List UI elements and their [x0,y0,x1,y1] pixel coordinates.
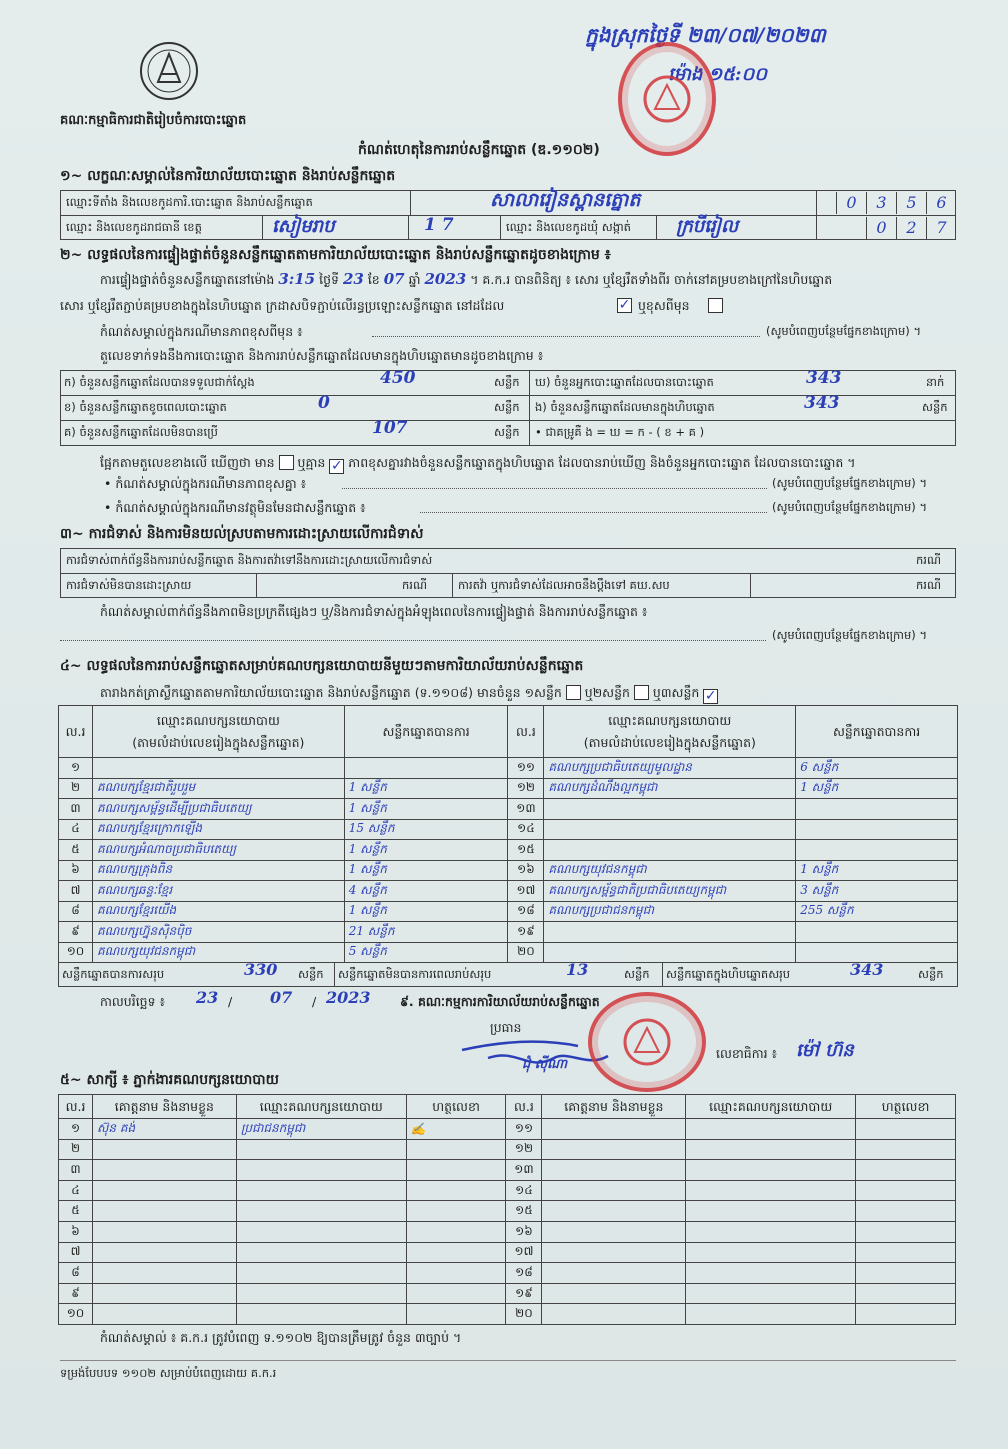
official-stamp-icon [618,42,716,156]
party-votes: 255 សន្លឹក [796,901,958,922]
different-label: ឬខុសពីមុន [638,298,690,313]
no-diff-checkbox[interactable]: ✓ [330,458,343,474]
date-label: កាលបរិច្ឆេទ ៖ [100,994,166,1009]
party-votes [796,922,958,943]
party-name [544,840,796,861]
witness-signature [406,1201,506,1222]
row-number: ១ [59,1119,93,1140]
total-invalid-label: សន្លឹកឆ្នោតមិនបានការពេលរាប់សរុប [338,967,492,981]
total-box-label: សន្លឹកឆ្នោតក្នុងហិបឆ្នោតសរុប [666,967,791,981]
objection-row2b: ការតវ៉ា ឬការជំទាស់ដែលអាចនឹងប្តឹងទៅ គឃ.សប [458,578,670,592]
count-row-value: 450 [380,368,416,388]
province-name: សៀមរាប [272,216,335,237]
section2-intro: ការផ្ទៀងផ្ទាត់ចំនួនសន្លឹកឆ្នោតនៅម៉ោង 3:15 ថ្ងៃទី 23 ខែ 07 ឆ្នាំ 2023 ។ គ.ក.រ បានពិនិត្យ ៖ សោរ ឬខ្សែរឹតទាំងពីរ ចាក់នៅគម្របខាងក្រៅនៃហិបឆ្នោត [100,270,833,288]
party-results-table [58,705,958,963]
party-name [544,922,796,943]
chair-name: ជុំ ស៊ីណា [522,1057,568,1072]
row-number: ១៧ [508,881,544,902]
section4-intro: តារាងកត់ត្រាស្លឹកឆ្នោតតាមការិយាល័យបោះឆ្នោត និងរាប់សន្លឹកឆ្នោត (ទ.១១០៨) មានចំនួន ១សន្លឹក ឬ២សន្លឹក ឬ៣សន្លឹក ✓ [100,685,717,704]
top-handwritten-time: ម៉ោង ១៥:០០ [668,64,768,85]
party-name: គណបក្សយុវជនកម្ពុជា [92,942,344,963]
row-number: ៦ [59,860,93,881]
witness-signature [406,1304,506,1325]
row-number: ១២ [506,1139,542,1160]
section1-row2-label1: ឈ្មោះ និងលេខកូដរាជធានី ខេត្ត [66,220,202,234]
party-votes: 1 សន្លឹក [344,799,508,820]
party-name: គណបក្សខ្មែរក្រោកឡើង [92,819,344,840]
count-row-label: ខ) ចំនួនសន្លឹកឆ្នោតខូចពេលបោះឆ្នោត [64,400,227,414]
row-number: ១០ [59,942,93,963]
col-party: ឈ្មោះគណបក្សនយោបាយ (តាមលំដាប់លេខរៀងក្នុងសន្លឹកឆ្នោត) [92,706,344,758]
row-number: ១២ [508,778,544,799]
row-number: ២ [59,1139,93,1160]
same-checkbox[interactable]: ✓ [618,297,631,313]
party-votes: 1 សន្លឹក [344,860,508,881]
row-number: ១៨ [506,1263,542,1284]
witness-name [542,1180,686,1201]
has-diff-checkbox[interactable] [279,455,294,470]
witness-name [92,1160,236,1181]
witness-name [542,1242,686,1263]
table-row [59,758,958,779]
col-no: ល.រ [59,706,93,758]
witness-party [686,1139,856,1160]
section2-note1-suffix: (សូមបំពេញបន្ថែមផ្នែកខាងក្រោម) ។ [766,324,922,338]
section2-title: ២~ លទ្ធផលនៃការផ្ទៀងផ្ទាត់ចំនួនសន្លឹកឆ្នោតតាមការិយាល័យបោះឆ្នោត និងរាប់សន្លឹកឆ្នោតដូចខាងក្រោម ៖ [60,247,611,263]
party-votes: 1 សន្លឹក [344,901,508,922]
party-name: គណបក្សឆន្ទៈខ្មែរ [92,881,344,902]
table-row [59,1139,956,1160]
table-row [59,1221,956,1242]
document-title: កំណត់ហេតុនៃការរាប់សន្លឹកឆ្នោត (ឌ.១១០២) [358,142,600,158]
row-number: ១៤ [508,819,544,840]
witness-signature [856,1221,956,1242]
footnote: កំណត់សម្គាល់ ៖ គ.ក.រ ត្រូវបំពេញ ទ.១១០២ ឱ្យបានត្រឹមត្រូវ ចំនួន ៣ច្បាប់ ។ [100,1330,462,1345]
witness-party [686,1221,856,1242]
col-party: ឈ្មោះគណបក្សនយោបាយ (តាមលំដាប់លេខរៀងក្នុងសន្លឹកឆ្នោត) [544,706,796,758]
table-row [59,840,958,861]
table-row [59,1304,956,1325]
section5-title: ៥~ សាក្សី ៖ ភ្នាក់ងារគណបក្សនយោបាយ [60,1072,279,1088]
party-votes: 21 សន្លឹក [344,922,508,943]
party-name: គណបក្សប្រជាជនកម្ពុជា [544,901,796,922]
table-row [59,922,958,943]
objection-row1-unit: ករណី [916,553,941,567]
witness-signature [406,1221,506,1242]
party-name: គណបក្សសម្ព័ន្ធជាតិប្រជាធិបតេយ្យកម្ពុជា [544,881,796,902]
top-handwritten-note: ក្នុងស្រុកថ្ងៃទី ២៣/០៧/២០២៣ [585,23,826,47]
form-note: ទម្រង់បែបបទ ១១០២ សម្រាប់បំពេញដោយ គ.ក.រ [60,1366,277,1380]
witness-signature [856,1304,956,1325]
row-number: ១៦ [506,1221,542,1242]
section1-row2-label2: ឈ្មោះ និងលេខកូដឃុំ សង្កាត់ [506,220,631,234]
date-year: 2023 [326,988,371,1007]
witness-party [236,1283,406,1304]
count-row-unit: សន្លឹក [494,375,520,389]
count-row-unit-right: នាក់ [926,375,945,389]
date-sep: / [312,994,317,1009]
row-number: ២ [59,778,93,799]
one-sheet-checkbox[interactable] [566,685,581,700]
party-name [544,799,796,820]
date-month: 07 [270,988,293,1007]
witness-signature [406,1180,506,1201]
party-name [544,819,796,840]
col-votes: សន្លឹកឆ្នោតបានការ [344,706,508,758]
polling-station-name: សាលារៀនស្ពានត្នោត [490,189,641,211]
witness-signature [406,1263,506,1284]
witness-signature [406,1139,506,1160]
witness-party [686,1180,856,1201]
table-row [59,901,958,922]
party-name [92,758,344,779]
row-number: ៨ [59,901,93,922]
count-row-unit-right: សន្លឹក [922,400,948,414]
station-code-digit: 6 [926,192,956,214]
row-number: ១ [59,758,93,779]
party-votes [796,819,958,840]
bullet-suffix: (សូមបំពេញបន្ថែមផ្នែកខាងក្រោម) ។ [772,476,928,490]
row-number: ៧ [59,1242,93,1263]
commune-name: ក្របីរៀល [676,216,739,237]
commune-code-digit: 2 [896,217,926,239]
bullet-note-diff: • កំណត់សម្គាល់ក្នុងករណីមានភាពខុសគ្នា ៖ [104,476,307,491]
row-number: ១១ [508,758,544,779]
row-number: ១០ [59,1304,93,1325]
witness-party [236,1304,406,1325]
table-row [59,1160,956,1181]
section2-note2: តួលេខទាក់ទងនឹងការបោះឆ្នោត និងការរាប់សន្លឹកឆ្នោតដែលមានក្នុងហិបឆ្នោតមានដូចខាងក្រោម ៖ [100,348,544,363]
section2-intro-line2: សោរ ឬខ្សែរឹតភ្ជាប់គម្របខាងក្នុងនៃហិបឆ្នោត ក្រដាសបិទភ្ជាប់លើរន្ធប្រឡោះសន្លឹកឆ្នោត នៅដដែល [60,298,505,313]
col-no: ល.រ [59,1095,93,1119]
total-unit: សន្លឹក [624,967,650,981]
witness-signature [856,1201,956,1222]
witness-name [542,1201,686,1222]
count-row-label: ក) ចំនួនសន្លឹកឆ្នោតដែលបានទទួលជាក់ស្តែង [64,375,255,389]
witness-table [58,1094,956,1325]
total-valid-value: 330 [244,960,278,979]
section3-title: ៣~ ការជំទាស់ និងការមិនយល់ស្របតាមការដោះស្រាយលើការជំទាស់ [60,526,424,542]
table-row [59,1119,956,1140]
row-number: ៥ [59,840,93,861]
date-day: 23 [196,988,219,1007]
station-code-digit: 3 [866,192,896,214]
count-time: 3:15 [278,270,316,288]
witness-party [686,1160,856,1181]
count-year: 2023 [424,270,467,288]
witness-party [236,1180,406,1201]
total-box-value: 343 [850,960,884,979]
witness-signature [406,1283,506,1304]
table-row [59,881,958,902]
objection-row2a-unit: ករណី [402,578,427,592]
witness-party [236,1263,406,1284]
party-name: គណបក្សប្រជាធិបតេយ្យមូលដ្ឋាន [544,758,796,779]
three-sheet-checkbox[interactable]: ✓ [704,688,717,704]
row-number: ៤ [59,819,93,840]
witness-name [542,1160,686,1181]
secretary-label: លេខាធិការ ៖ [716,1046,778,1061]
party-votes: 6 សន្លឹក [796,758,958,779]
party-votes: 1 សន្លឹក [344,840,508,861]
witness-signature [856,1263,956,1284]
witness-name [92,1180,236,1201]
section1-row1-label: ឈ្មោះទីតាំង និងលេខកូដការិ.បោះឆ្នោត និងរាប់សន្លឹកឆ្នោត [66,195,313,209]
compare-line: ផ្អែកតាមតួលេខខាងលើ ឃើញថា មាន ឬគ្មាន ✓ ភាពខុសគ្នារវាងចំនួនសន្លឹកឆ្នោតក្នុងហិបឆ្នោត ដែលបានរាប់ឃើញ និងចំនួនអ្នកបោះឆ្នោត ដែលបានបោះឆ្នោត ។ [100,455,856,474]
party-votes: 1 សន្លឹក [796,860,958,881]
party-votes [796,840,958,861]
row-number: ១៣ [506,1160,542,1181]
witness-party [686,1242,856,1263]
col-name: គោត្តនាម និងនាមខ្លួន [92,1095,236,1119]
party-votes: 15 សន្លឹក [344,819,508,840]
witness-name [542,1139,686,1160]
witness-party [236,1221,406,1242]
two-sheet-checkbox[interactable] [634,685,649,700]
party-name: គណបក្សខ្មែរយើង [92,901,344,922]
witness-name [542,1304,686,1325]
witness-name [542,1221,686,1242]
party-votes [344,758,508,779]
row-number: ៧ [59,881,93,902]
witness-signature [856,1180,956,1201]
row-number: ១៩ [508,922,544,943]
witness-party [686,1119,856,1140]
count-row-value: 0 [318,393,330,413]
row-number: ១១ [506,1119,542,1140]
count-row-value-right: 343 [806,368,842,388]
bullet-note-object: • កំណត់សម្គាល់ក្នុងករណីមានវត្ថុមិនមែនជាសន្លឹកឆ្នោត ៖ [104,500,366,515]
row-number: ៣ [59,799,93,820]
witness-signature: ✍ [406,1119,506,1140]
party-name: គណបក្សដំណឹងល្អកម្ពុជា [544,778,796,799]
witness-party [686,1201,856,1222]
count-row-unit: សន្លឹក [494,425,520,439]
col-party: ឈ្មោះគណបក្សនយោបាយ [686,1095,856,1119]
table-row [59,1283,956,1304]
objection-row1: ការជំទាស់ពាក់ព័ន្ធនឹងការរាប់សន្លឹកឆ្នោត និងការតវ៉ាទៅនឹងការដោះស្រាយលើការជំទាស់ [66,553,433,567]
party-votes: 1 សន្លឹក [344,778,508,799]
org-name: គណៈកម្មាធិការជាតិរៀបចំការបោះឆ្នោត [60,113,247,128]
witness-party: ប្រជាជនកម្ពុជា [236,1119,406,1140]
table-row [59,799,958,820]
table-row [59,860,958,881]
table-row [59,1263,956,1284]
total-unit: សន្លឹក [918,967,944,981]
col-votes: សន្លឹកឆ្នោតបានការ [796,706,958,758]
province-code: 1 7 [424,215,454,235]
witness-name [92,1139,236,1160]
section3-note-suffix: (សូមបំពេញបន្ថែមផ្នែកខាងក្រោម) ។ [772,628,928,642]
witness-signature [856,1119,956,1140]
totals-row [58,962,958,987]
witness-name [92,1242,236,1263]
col-sign: ហត្ថលេខា [406,1095,506,1119]
witness-signature [856,1160,956,1181]
count-day: 23 [342,270,364,288]
objection-row2a: ការជំទាស់មិនបានដោះស្រាយ [66,578,192,592]
row-number: ២០ [506,1304,542,1325]
row-number: ២០ [508,942,544,963]
row-number: ១៤ [506,1180,542,1201]
witness-party [236,1160,406,1181]
formula-note: • ជាគម្រូគឺ ង = ឃ = ក - ( ខ + គ ) [535,425,705,439]
witness-party [686,1304,856,1325]
witness-party [236,1139,406,1160]
committee-label: ៩. គណៈកម្មការការិយាល័យរាប់សន្លឹកឆ្នោត [400,994,600,1009]
col-no: ល.រ [506,1095,542,1119]
row-number: ១៥ [508,840,544,861]
objection-row2b-unit: ករណី [916,578,941,592]
row-number: ៨ [59,1263,93,1284]
row-number: ៤ [59,1180,93,1201]
section4-title: ៤~ លទ្ធផលនៃការរាប់សន្លឹកឆ្នោតសម្រាប់គណបក្សនយោបាយនីមួយៗតាមការិយាល័យរាប់សន្លឹកឆ្នោត [60,658,584,674]
row-number: ៦ [59,1221,93,1242]
count-row-value-right: 343 [804,393,840,413]
col-no: ល.រ [508,706,544,758]
table-row [59,819,958,840]
secretary-name: ម៉ៅ ហ៊ន [796,1040,854,1061]
date-sep: / [228,994,233,1009]
total-valid-label: សន្លឹកឆ្នោតបានការសរុប [62,967,165,981]
chair-label: ប្រធាន [490,1020,522,1035]
row-number: ៣ [59,1160,93,1181]
witness-name [542,1263,686,1284]
witness-signature [406,1160,506,1181]
committee-stamp-icon [588,992,706,1092]
row-number: ៩ [59,922,93,943]
party-name: គណបក្សហ្វ៊ុនស៊ិនប៉ិច [92,922,344,943]
witness-name [92,1283,236,1304]
witness-name [92,1201,236,1222]
commune-code-digit: 7 [926,217,956,239]
witness-signature [406,1242,506,1263]
count-row-unit: សន្លឹក [494,400,520,414]
party-name: គណបក្សសម្ព័ន្ធដើម្បីប្រជាធិបតេយ្យ [92,799,344,820]
row-number: ៩ [59,1283,93,1304]
table-row [59,1242,956,1263]
row-number: ១៧ [506,1242,542,1263]
section3-note: កំណត់សម្គាល់ពាក់ព័ន្ធនឹងភាពមិនប្រក្រតីផ្សេងៗ ឬ/និងការជំទាស់ក្នុងអំឡុងពេលនៃការផ្ទៀងផ្ទាត់ និងការរាប់សន្លឹកឆ្នោត ៖ [100,604,648,619]
col-name: គោត្តនាម និងនាមខ្លួន [542,1095,686,1119]
witness-signature [856,1139,956,1160]
table-row [59,1180,956,1201]
count-row-label-right: ង) ចំនួនសន្លឹកឆ្នោតដែលមានក្នុងហិបឆ្នោត [535,400,715,414]
witness-name [542,1283,686,1304]
party-name: គណបក្សយុវជនកម្ពុជា [544,860,796,881]
witness-name [92,1263,236,1284]
row-number: ៥ [59,1201,93,1222]
party-name: គណបក្សអំណាចប្រជាធិបតេយ្យ [92,840,344,861]
table-row [59,1201,956,1222]
witness-party [236,1242,406,1263]
station-code-digit: 0 [836,192,866,214]
total-invalid-value: 13 [566,960,589,979]
witness-party [236,1201,406,1222]
witness-name: ស៊ុន គង់ [92,1119,236,1140]
row-number: ១៣ [508,799,544,820]
row-number: ១៦ [508,860,544,881]
party-name: គណបក្សគ្រុងពិន [92,860,344,881]
party-votes: 1 សន្លឹក [796,778,958,799]
count-row-label: គ) ចំនួនសន្លឹកឆ្នោតដែលមិនបានប្រើ [64,425,218,439]
table-row [59,778,958,799]
party-votes: 3 សន្លឹក [796,881,958,902]
witness-signature [856,1242,956,1263]
total-unit: សន្លឹក [298,967,324,981]
row-number: ១៩ [506,1283,542,1304]
different-checkbox[interactable] [708,298,723,313]
table-row [59,942,958,963]
party-votes: 4 សន្លឹក [344,881,508,902]
nec-emblem-icon [138,40,200,102]
witness-name [92,1221,236,1242]
count-month: 07 [383,270,405,288]
station-code-digit: 5 [896,192,926,214]
party-votes: 5 សន្លឹក [344,942,508,963]
bullet-suffix: (សូមបំពេញបន្ថែមផ្នែកខាងក្រោម) ។ [772,500,928,514]
witness-signature [856,1283,956,1304]
witness-name [542,1119,686,1140]
witness-name [92,1304,236,1325]
count-row-label-right: ឃ) ចំនួនអ្នកបោះឆ្នោតដែលបានបោះឆ្នោត [535,375,714,389]
col-sign: ហត្ថលេខា [856,1095,956,1119]
section2-note1: កំណត់សម្គាល់ក្នុងករណីមានភាពខុសពីមុន ៖ [100,324,303,339]
row-number: ១៥ [506,1201,542,1222]
party-votes [796,799,958,820]
row-number: ១៨ [508,901,544,922]
count-row-value: 107 [372,418,408,438]
commune-code-digit: 0 [866,217,896,239]
witness-party [686,1263,856,1284]
witness-party [686,1283,856,1304]
section1-title: ១~ លក្ខណៈសម្គាល់នៃការិយាល័យបោះឆ្នោត និងរាប់សន្លឹកឆ្នោត [60,168,396,184]
col-party: ឈ្មោះគណបក្សនយោបាយ [236,1095,406,1119]
party-name: គណបក្សខ្មែរជាតិរួបរួម [92,778,344,799]
